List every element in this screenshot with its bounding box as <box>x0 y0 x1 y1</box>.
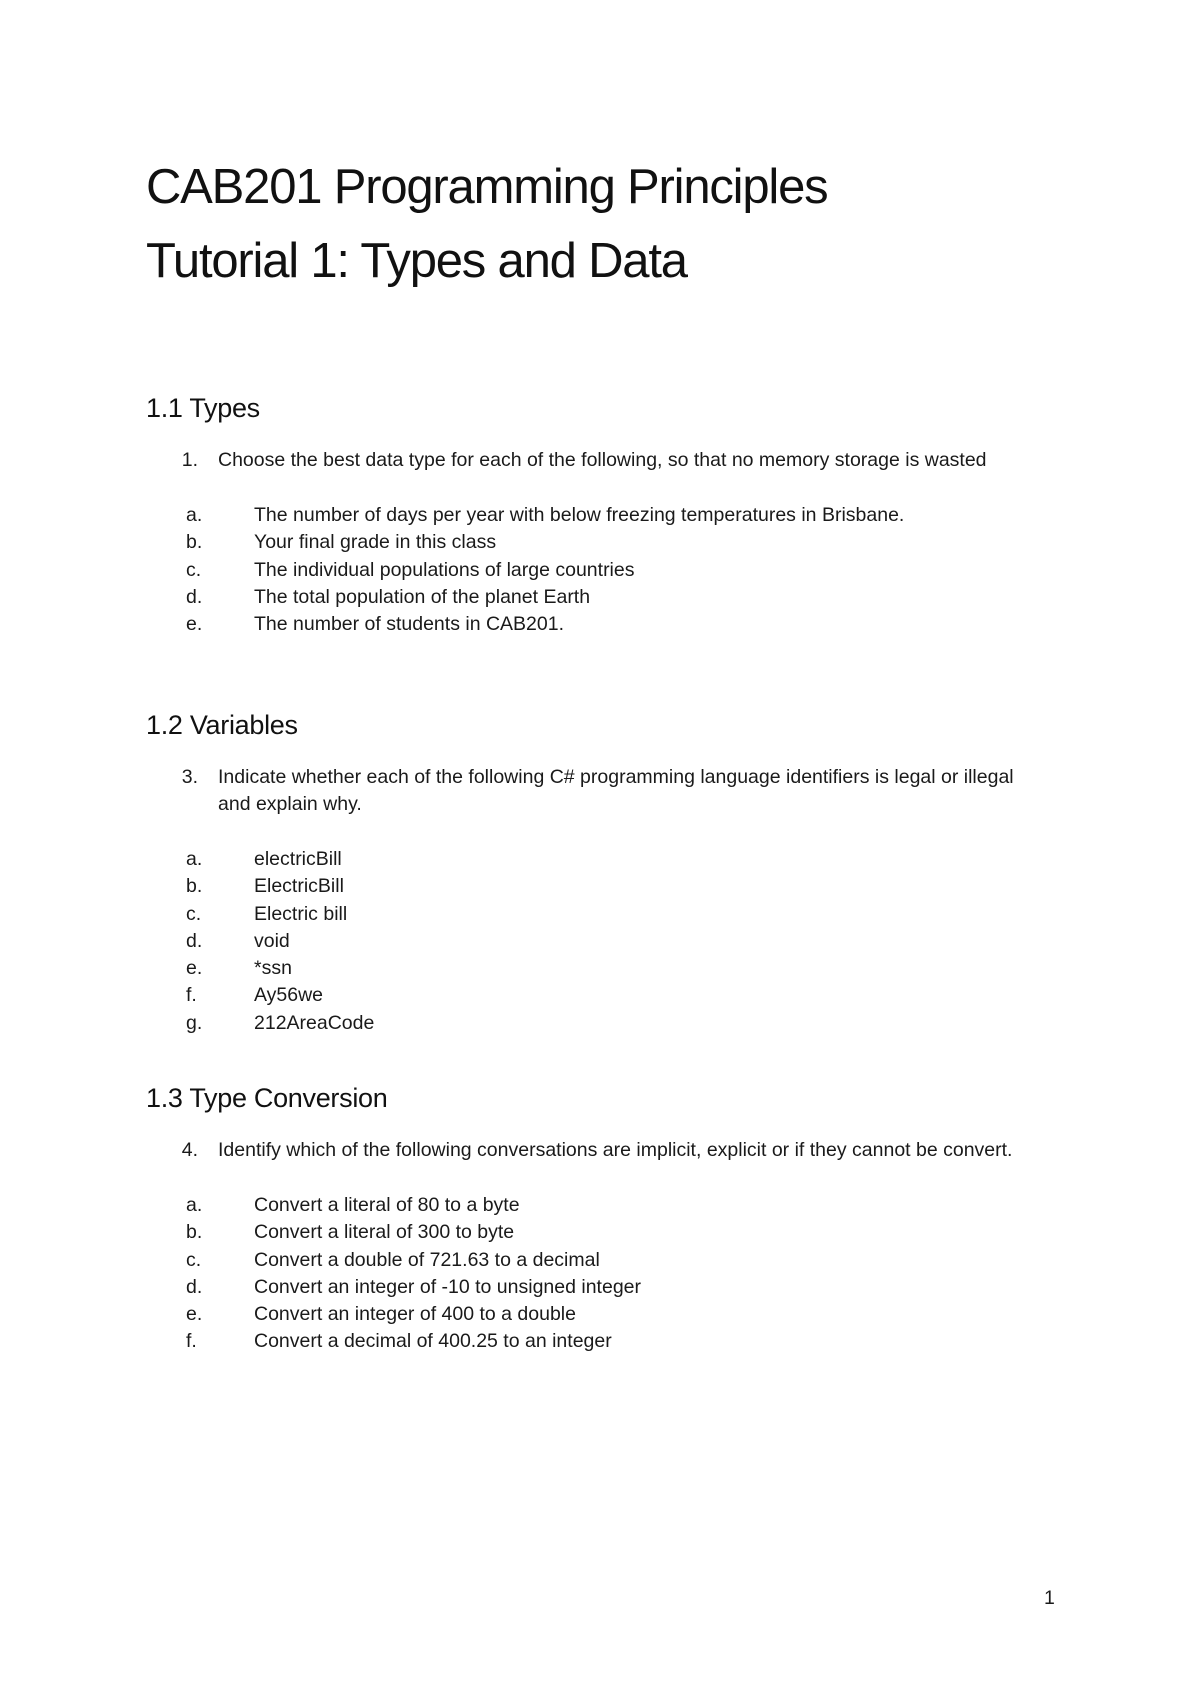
item-text: ElectricBill <box>254 875 344 898</box>
item-letter: a. <box>186 1194 203 1216</box>
question-number: 4. <box>181 1139 198 1161</box>
item-text: Convert a double of 721.63 to a decimal <box>254 1248 600 1271</box>
question-text: Indicate whether each of the following C# programming language identifiers is legal or illegal and explain why. <box>218 766 1014 815</box>
document-title <box>146 150 827 298</box>
item-letter: b. <box>186 875 203 898</box>
page-number: 1 <box>1044 1587 1055 1609</box>
section-heading: 1.1 Types <box>146 393 260 423</box>
item-text: *ssn <box>254 957 292 980</box>
item-letter: f. <box>186 984 197 1007</box>
item-text: 212AreaCode <box>254 1011 375 1034</box>
item-letter: e. <box>186 957 203 980</box>
list-item <box>146 1301 1066 1328</box>
list-item <box>146 901 1066 928</box>
list-item <box>146 557 1066 584</box>
section-types <box>146 391 1066 638</box>
list-item <box>146 928 1066 955</box>
item-text: Ay56we <box>254 984 324 1007</box>
item-letter: d. <box>186 585 203 608</box>
question-1 <box>146 447 1066 474</box>
item-letter: a. <box>186 504 203 526</box>
list-item <box>146 955 1066 982</box>
item-letter: e. <box>186 1303 203 1326</box>
question-3 <box>146 764 1066 818</box>
item-text: The number of students in CAB201. <box>254 613 565 636</box>
item-text: Convert a literal of 300 to byte <box>254 1221 515 1244</box>
sub-item-list <box>146 1192 1066 1356</box>
item-letter: c. <box>186 558 202 581</box>
list-item <box>146 1274 1066 1301</box>
item-text: Convert a decimal of 400.25 to an integer <box>254 1330 612 1353</box>
item-letter: g. <box>186 1011 203 1034</box>
item-text: The total population of the planet Earth <box>254 585 591 608</box>
list-item <box>146 1192 1066 1219</box>
list-item <box>146 1328 1066 1355</box>
item-text: The individual populations of large countries <box>254 558 635 581</box>
item-text: Convert an integer of 400 to a double <box>254 1303 576 1326</box>
section-variables <box>146 708 1066 1037</box>
item-letter: d. <box>186 929 203 952</box>
sub-item-list <box>146 502 1066 638</box>
list-item <box>146 611 1066 638</box>
question-text: Choose the best data type for each of the following, so that no memory storage is wasted <box>218 449 987 471</box>
item-text: Electric bill <box>254 902 348 925</box>
item-letter: f. <box>186 1330 197 1353</box>
section-type-conversion <box>146 1081 1066 1356</box>
question-number: 1. <box>181 449 198 471</box>
item-letter: e. <box>186 613 203 636</box>
list-item <box>146 1010 1066 1037</box>
list-item <box>146 1219 1066 1246</box>
list-item <box>146 529 1066 556</box>
item-text: The number of days per year with below freezing temperatures in Brisbane. <box>254 504 905 526</box>
item-text: Convert an integer of -10 to unsigned integer <box>254 1275 642 1298</box>
question-number: 3. <box>181 766 198 788</box>
list-item <box>146 846 1066 873</box>
list-item <box>146 982 1066 1009</box>
item-letter: b. <box>186 1221 203 1244</box>
item-text: electricBill <box>254 848 342 870</box>
item-text: Convert a literal of 80 to a byte <box>254 1194 520 1216</box>
section-heading: 1.3 Type Conversion <box>146 1083 388 1113</box>
item-letter: c. <box>186 1248 202 1271</box>
item-text: void <box>254 929 290 952</box>
list-item <box>146 873 1066 900</box>
item-letter: b. <box>186 531 203 554</box>
title-line-tutorial: Tutorial 1: Types and Data <box>146 234 687 288</box>
item-text: Your final grade in this class <box>254 531 497 554</box>
list-item <box>146 584 1066 611</box>
item-letter: c. <box>186 902 202 925</box>
section-heading: 1.2 Variables <box>146 710 298 740</box>
list-item <box>146 502 1066 529</box>
list-item <box>146 1247 1066 1274</box>
question-4 <box>146 1137 1066 1164</box>
item-letter: a. <box>186 848 203 870</box>
question-text: Identify which of the following conversations are implicit, explicit or if they cannot be convert. <box>218 1139 1013 1161</box>
item-letter: d. <box>186 1275 203 1298</box>
title-line-course: CAB201 Programming Principles <box>146 160 828 214</box>
sub-item-list <box>146 846 1066 1037</box>
